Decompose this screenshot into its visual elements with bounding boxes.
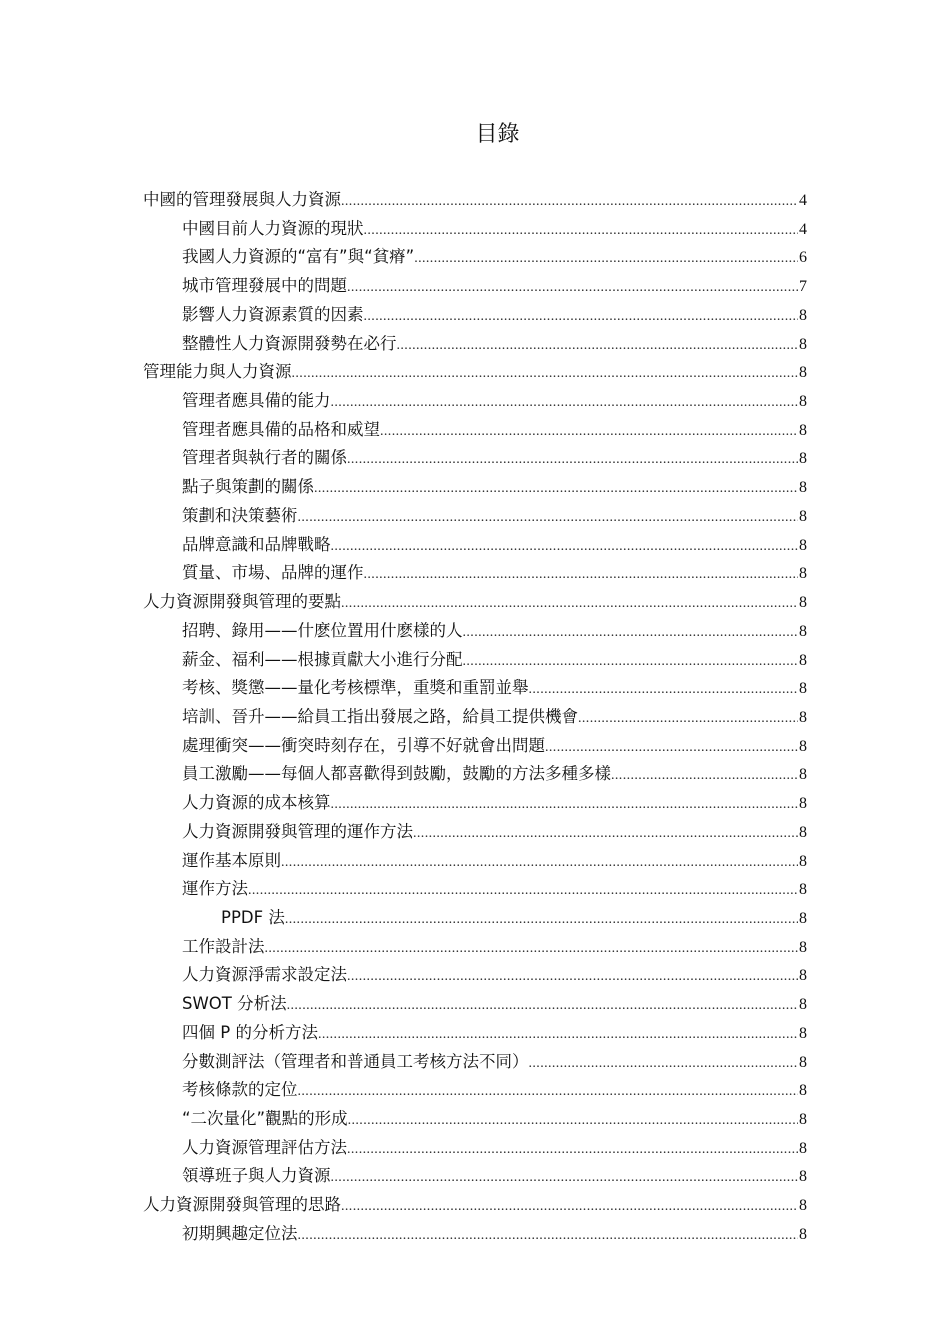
toc-dot-leader [292, 360, 799, 389]
toc-entry-title: 管理者應具備的品格和威望 [182, 419, 380, 439]
toc-entry[interactable] [143, 646, 807, 675]
toc-page-number: 8 [799, 967, 807, 985]
toc-entry[interactable] [143, 559, 807, 588]
toc-dot-leader [341, 1193, 798, 1222]
toc-dot-leader [287, 992, 798, 1021]
toc-entry[interactable] [143, 789, 807, 818]
toc-dot-leader [331, 791, 799, 820]
toc-dot-leader [347, 1136, 798, 1165]
toc-dot-leader [463, 619, 799, 648]
toc-entry[interactable] [143, 818, 807, 847]
toc-entry-title: 我國人力資源的“富有”與“貧瘠” [182, 247, 415, 267]
toc-dot-leader [347, 274, 798, 303]
toc-page-number: 8 [799, 881, 807, 899]
toc-entry-title: 運作方法 [182, 879, 248, 899]
toc-page-number: 8 [799, 421, 807, 439]
toc-dot-leader [298, 504, 799, 533]
toc-dot-leader [611, 762, 798, 791]
toc-page-number: 8 [799, 1197, 807, 1215]
toc-page-number: 8 [799, 335, 807, 353]
toc-entry-title: 薪金、福利——根據貢獻大小進行分配 [182, 649, 463, 669]
toc-dot-leader [397, 332, 799, 361]
toc-entry[interactable] [143, 904, 807, 933]
toc-dot-leader [314, 475, 798, 504]
toc-entry[interactable] [143, 1048, 807, 1077]
toc-page-number: 8 [799, 852, 807, 870]
toc-page-number: 8 [799, 766, 807, 784]
toc-entry-title: 領導班子與人力資源 [182, 1166, 331, 1186]
toc-dot-leader [347, 446, 798, 475]
toc-entry[interactable] [143, 301, 807, 330]
toc-page-number: 8 [799, 479, 807, 497]
toc-entry-title: 處理衝突——衝突時刻存在，引導不好就會出問題 [182, 735, 545, 755]
toc-page-number: 8 [799, 1168, 807, 1186]
toc-entry-title: 考核、獎懲——量化考核標準，重獎和重罰並舉 [182, 678, 529, 698]
toc-entry-title: 四個 P 的分析方法 [182, 1022, 318, 1042]
toc-entry-title: 培訓、晉升——給員工指出發展之路，給員工提供機會 [182, 706, 578, 726]
toc-entry[interactable] [143, 760, 807, 789]
toc-page-number: 8 [799, 565, 807, 583]
toc-dot-leader [331, 533, 799, 562]
toc-entry-title: 人力資源管理評估方法 [182, 1137, 347, 1157]
toc-dot-leader [347, 963, 798, 992]
toc-entry-title: 分數測評法（管理者和普通員工考核方法不同） [182, 1051, 529, 1071]
toc-entry[interactable] [143, 1134, 807, 1163]
toc-entry-title: 工作設計法 [182, 936, 265, 956]
toc-entry-title: 人力資源的成本核算 [182, 793, 331, 813]
toc-page-number: 6 [799, 249, 807, 267]
toc-entry-title: “二次量化”觀點的形成 [182, 1109, 348, 1128]
toc-entry-title: 考核條款的定位 [182, 1080, 298, 1100]
toc-dot-leader [578, 705, 798, 734]
toc-page-number: 8 [799, 1139, 807, 1157]
toc-dot-leader [364, 217, 799, 246]
toc-entry[interactable] [143, 444, 807, 473]
toc-entry-title: 員工激勵——每個人都喜歡得到鼓勵，鼓勵的方法多種多樣 [182, 764, 611, 784]
toc-entry-title: 人力資源開發與管理的運作方法 [182, 821, 413, 841]
toc-dot-leader [318, 1021, 798, 1050]
toc-entry[interactable] [143, 502, 807, 531]
toc-page-number: 8 [799, 594, 807, 612]
toc-entry[interactable] [143, 473, 807, 502]
toc-dot-leader [341, 188, 798, 217]
toc-entry[interactable] [143, 933, 807, 962]
toc-dot-leader [545, 734, 798, 763]
toc-dot-leader [414, 245, 798, 274]
toc-entry[interactable] [143, 732, 807, 761]
toc-entry[interactable] [143, 272, 807, 301]
toc-entry-title: 招聘、錄用——什麽位置用什麽樣的人 [182, 620, 463, 640]
toc-entry[interactable] [143, 186, 807, 215]
toc-entry-title: 點子與策劃的關係 [182, 477, 314, 497]
toc-page-number: 8 [799, 306, 807, 324]
toc-entry-title: 中國的管理發展與人力資源 [143, 190, 341, 209]
toc-entry-title: 管理者應具備的能力 [182, 391, 331, 411]
toc-page-number: 8 [799, 536, 807, 554]
toc-page-number: 8 [799, 393, 807, 411]
toc-entry-title: 人力資源開發與管理的要點 [143, 592, 341, 612]
toc-entry-title: SWOT 分析法 [182, 994, 287, 1014]
toc-entry-title: 人力資源淨需求設定法 [182, 965, 347, 985]
toc-entry[interactable] [143, 1019, 807, 1048]
toc-page-number: 4 [799, 192, 807, 209]
toc-dot-leader [298, 1078, 799, 1107]
toc-page-number: 8 [799, 1053, 807, 1071]
toc-entry[interactable] [143, 617, 807, 646]
toc-entry-title: 整體性人力資源開發勢在必行 [182, 333, 397, 353]
toc-dot-leader [281, 849, 798, 878]
toc-entry[interactable] [143, 330, 807, 359]
toc-dot-leader [463, 648, 799, 677]
toc-entry-title: 策劃和決策藝術 [182, 505, 298, 525]
toc-entry-title: 管理能力與人力資源 [143, 362, 292, 382]
toc-entry[interactable] [143, 358, 807, 387]
toc-page-number: 7 [799, 278, 807, 296]
toc-dot-leader [413, 820, 798, 849]
toc-dot-leader [265, 935, 799, 964]
toc-dot-leader [348, 1107, 798, 1136]
toc-dot-leader [285, 906, 798, 935]
toc-entry[interactable] [143, 416, 807, 445]
toc-page-number: 8 [799, 450, 807, 468]
toc-page-number: 8 [799, 909, 807, 927]
toc-entry[interactable] [143, 674, 807, 703]
toc-page-number: 8 [799, 622, 807, 640]
toc-entry-title: 城市管理發展中的問題 [182, 276, 347, 296]
toc-page-number: 8 [799, 364, 807, 382]
toc-entry[interactable] [143, 961, 807, 990]
toc-entry[interactable] [143, 1105, 807, 1134]
toc-dot-leader [380, 418, 798, 447]
toc-entry[interactable] [143, 1162, 807, 1191]
toc-dot-leader [298, 1222, 799, 1251]
toc-page-number: 8 [799, 708, 807, 726]
toc-page-number: 4 [799, 220, 807, 238]
toc-entry[interactable] [143, 1076, 807, 1105]
toc-page-number: 8 [799, 996, 807, 1014]
toc-entry[interactable] [143, 531, 807, 560]
toc-entry[interactable] [143, 703, 807, 732]
toc-dot-leader [529, 1050, 799, 1079]
toc-dot-leader [331, 389, 799, 418]
toc-page-number: 8 [799, 938, 807, 956]
page-title: 目錄 [475, 122, 520, 147]
toc-entry-title: PPDF 法 [221, 907, 285, 927]
toc-entry[interactable] [143, 588, 807, 617]
toc-entry-title: 運作基本原則 [182, 850, 281, 870]
toc-entry[interactable] [143, 387, 807, 416]
toc-page-number: 8 [799, 1111, 807, 1128]
toc-dot-leader [248, 877, 798, 906]
toc-page-number: 8 [799, 1225, 807, 1243]
toc-entry-title: 人力資源開發與管理的思路 [143, 1195, 341, 1215]
toc-entry-title: 中國目前人力資源的現狀 [182, 218, 364, 238]
toc-entry-title: 初期興趣定位法 [182, 1223, 298, 1243]
toc-page-number: 8 [799, 795, 807, 813]
toc-dot-leader [364, 561, 799, 590]
toc-dot-leader [331, 1164, 799, 1193]
toc-entry[interactable] [143, 1191, 807, 1220]
toc-entry[interactable] [143, 847, 807, 876]
toc-entry[interactable] [143, 990, 807, 1019]
toc-page-number: 8 [799, 1082, 807, 1100]
toc-page-number: 8 [799, 507, 807, 525]
toc-page-number: 8 [799, 680, 807, 698]
toc-page-number: 8 [799, 823, 807, 841]
toc-entry-title: 質量、市場、品牌的運作 [182, 563, 364, 583]
toc-page-number: 8 [799, 737, 807, 755]
table-of-contents [143, 186, 807, 1249]
toc-page-number: 8 [799, 651, 807, 669]
toc-dot-leader [529, 676, 799, 705]
toc-entry-title: 品牌意識和品牌戰略 [182, 534, 331, 554]
toc-entry[interactable] [143, 875, 807, 904]
toc-entry[interactable] [143, 215, 807, 244]
toc-entry[interactable] [143, 243, 807, 272]
toc-dot-leader [341, 590, 798, 619]
toc-page-number: 8 [799, 1024, 807, 1042]
toc-entry-title: 管理者與執行者的關係 [182, 448, 347, 468]
toc-entry[interactable] [143, 1220, 807, 1249]
toc-entry-title: 影響人力資源素質的因素 [182, 304, 364, 324]
toc-dot-leader [364, 303, 799, 332]
